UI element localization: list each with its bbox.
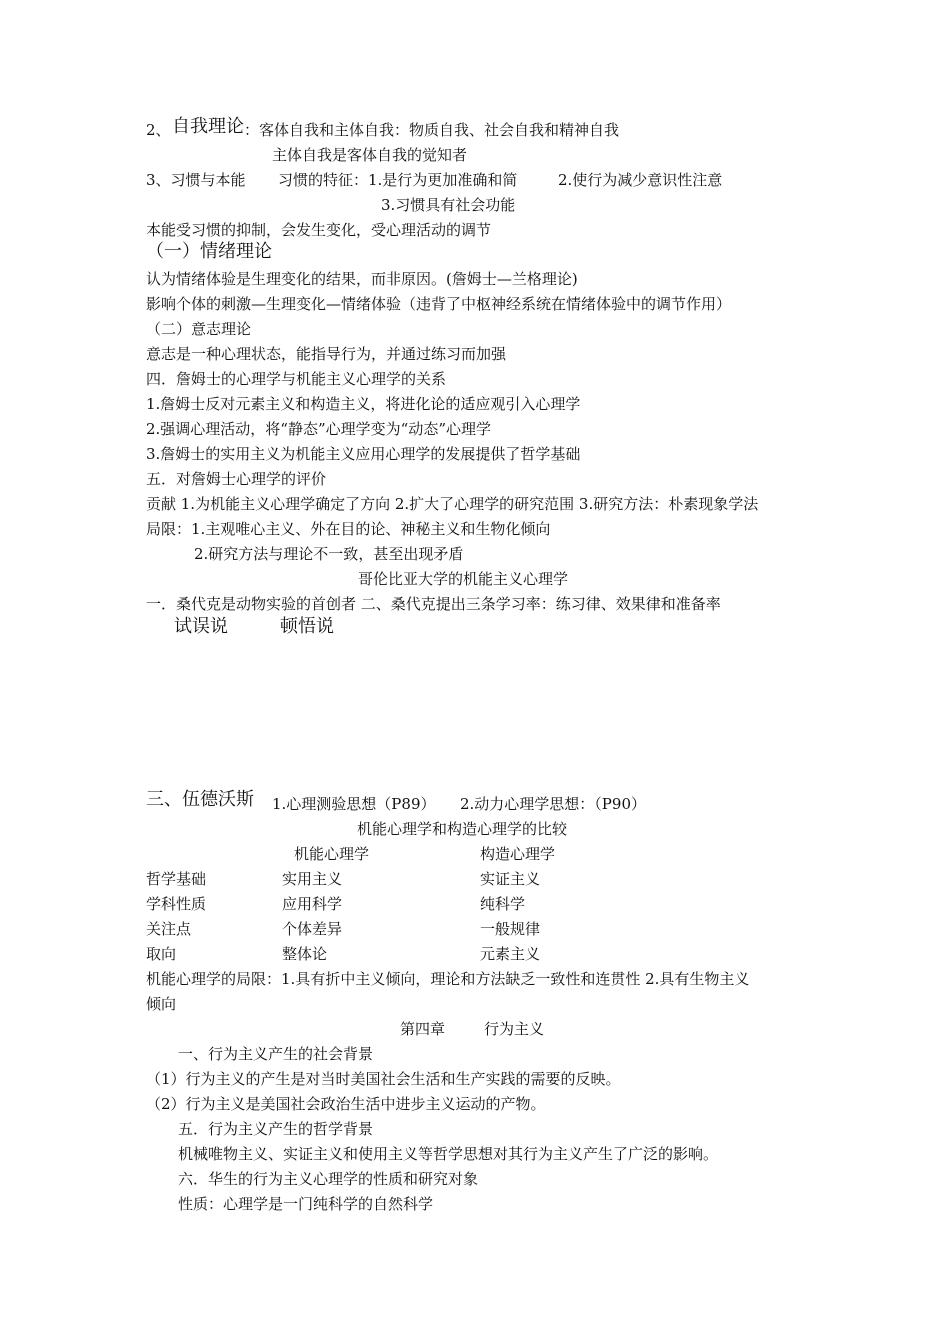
- table-cell: 实用主义: [282, 870, 343, 888]
- line-habit-features: 习惯的特征：1.是行为更加准确和简: [278, 171, 518, 189]
- line-instinct: 本能受习惯的抑制，会发生变化，受心理活动的调节: [146, 221, 492, 239]
- heading-evaluation: 五．对詹姆士心理学的评价: [146, 470, 327, 488]
- line-social-1: （1）行为主义的产生是对当时美国社会生活和生产实践的需要的反映。: [146, 1070, 621, 1088]
- heading-columbia: 哥伦比亚大学的机能主义心理学: [358, 570, 569, 588]
- line-insight: 顿悟说: [280, 616, 334, 637]
- table-cell: 元素主义: [480, 945, 541, 963]
- table-row-label: 哲学基础: [146, 870, 207, 888]
- line-will: 意志是一种心理状态，能指导行为，并通过练习而加强: [146, 345, 507, 363]
- line-self-theory-num: 2、: [146, 121, 171, 139]
- line-limitation-2: 2.研究方法与理论不一致，甚至出现矛盾: [194, 545, 464, 563]
- line-contribution: 贡献 1.为机能主义心理学确定了方向 2.扩大了心理学的研究范围 3.研究方法：朴素现象学法: [146, 495, 759, 513]
- heading-will-theory: （二）意志理论: [146, 320, 252, 338]
- line-social-2: （2）行为主义是美国社会政治生活中进步主义运动的产物。: [146, 1095, 546, 1113]
- table-cell: 纯科学: [480, 895, 526, 913]
- table-header-structural: 构造心理学: [480, 845, 556, 863]
- chapter-title: 行为主义: [484, 1020, 545, 1038]
- line-philosophy: 机械唯物主义、实证主义和使用主义等哲学思想对其行为主义产生了广泛的影响。: [178, 1145, 719, 1163]
- table-row-label: 取向: [146, 945, 177, 963]
- heading-emotion-theory: （一）情绪理论: [146, 241, 272, 262]
- line-relation-2: 2.强调心理活动，将“静态”心理学变为“动态”心理学: [146, 420, 491, 438]
- line-emotion-2: 影响个体的刺激—生理变化—情绪体验（违背了中枢神经系统在情绪体验中的调节作用）: [146, 295, 732, 313]
- table-cell: 一般规律: [480, 920, 541, 938]
- line-thorndike: 一．桑代克是动物实验的首创者 二、桑代克提出三条学习率：练习律、效果律和准备率: [146, 595, 721, 613]
- line-relation-1: 1.詹姆士反对元素主义和构造主义，将进化论的适应观引入心理学: [146, 395, 581, 413]
- line-nature: 性质：心理学是一门纯科学的自然科学: [178, 1195, 434, 1213]
- heading-comparison: 机能心理学和构造心理学的比较: [357, 820, 568, 838]
- line-functional-limits-cont: 倾向: [146, 995, 177, 1013]
- heading-watson: 六．华生的行为主义心理学的性质和研究对象: [178, 1170, 479, 1188]
- heading-social-background: 一、行为主义产生的社会背景: [178, 1045, 374, 1063]
- heading-woodworth: 三、伍德沃斯: [146, 789, 254, 810]
- table-cell: 个体差异: [282, 920, 343, 938]
- line-trial-error: 试误说: [174, 616, 228, 637]
- table-cell: 实证主义: [480, 870, 541, 888]
- line-habit-instinct: 3、习惯与本能: [146, 171, 246, 189]
- line-woodworth-2: 2.动力心理学思想：（P90）: [460, 795, 646, 813]
- line-habit-features-2: 2.使行为减少意识性注意: [558, 171, 723, 189]
- table-cell: 整体论: [282, 945, 328, 963]
- line-limitation-1: 局限：1.主观唯心主义、外在目的论、神秘主义和生物化倾向: [146, 520, 551, 538]
- heading-relation: 四．詹姆士的心理学与机能主义心理学的关系: [146, 370, 447, 388]
- table-header-functional: 机能心理学: [294, 845, 370, 863]
- table-row-label: 关注点: [146, 920, 192, 938]
- chapter-number: 第四章: [400, 1020, 446, 1038]
- table-row-label: 学科性质: [146, 895, 207, 913]
- heading-philosophy: 五．行为主义产生的哲学背景: [178, 1120, 374, 1138]
- line-functional-limits: 机能心理学的局限：1.具有折中主义倾向，理论和方法缺乏一致性和连贯性 2.具有生物主义: [146, 970, 750, 988]
- heading-self-theory: 自我理论: [172, 116, 244, 137]
- line-habit-social: 3.习惯具有社会功能: [381, 196, 516, 214]
- line-self-theory-detail: ：客体自我和主体自我：物质自我、社会自我和精神自我: [244, 121, 620, 139]
- line-relation-3: 3.詹姆士的实用主义为机能主义应用心理学的发展提供了哲学基础: [146, 445, 581, 463]
- line-subject-self: 主体自我是客体自我的觉知者: [272, 146, 468, 164]
- line-emotion-1: 认为情绪体验是生理变化的结果，而非原因。(詹姆士—兰格理论): [146, 270, 578, 288]
- table-cell: 应用科学: [282, 895, 343, 913]
- line-woodworth-1: 1.心理测验思想（P89）: [272, 795, 436, 813]
